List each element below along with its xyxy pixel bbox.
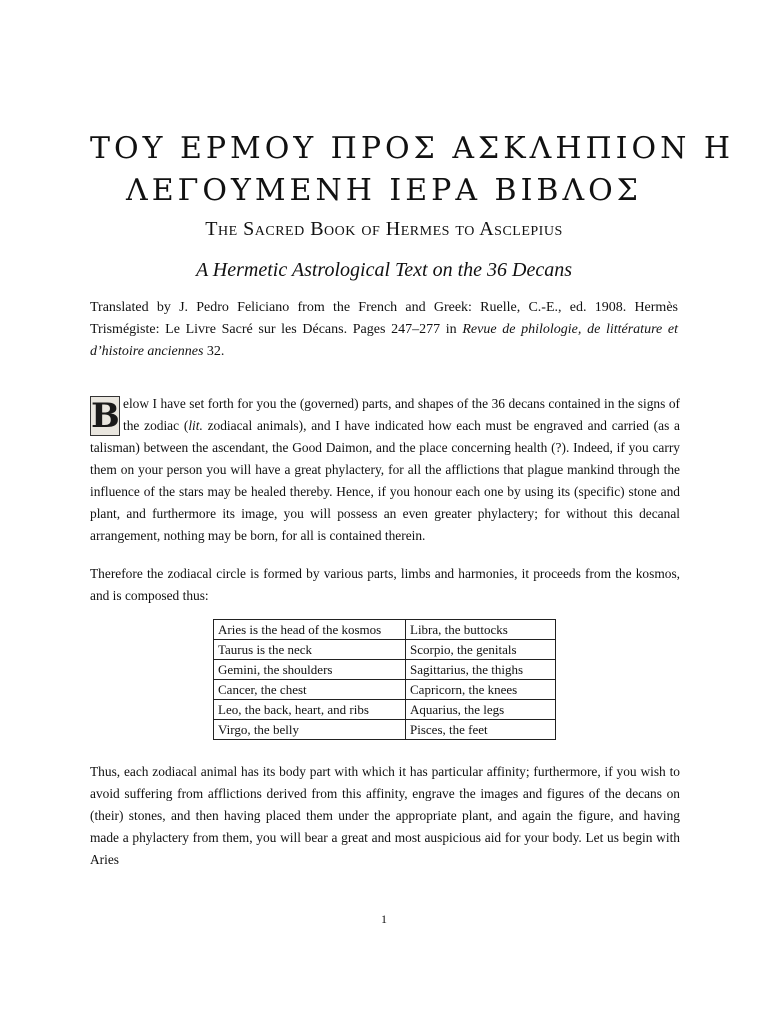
- intro-text-part-2: zodiacal animals), and I have indicated how each must be engraved and carried (as a talisman) between the ascendant, the Good Daimon, and the place concerning health (?). Indeed, if you carry them on your person you will have a great phylactery, for all the afflictions that plague mankind through the influence of the stars may be healed thereby. Hence, if you honour each one by using its (specific) stone and plant, and furthermore its image, you will possess an even greater phylactery; for without this decanal arrangement, nothing may be born, for all is contained therein.: [90, 418, 680, 543]
- table-row: [214, 680, 556, 700]
- table-cell: Libra, the buttocks: [406, 620, 556, 640]
- greek-title-line-1: ΤΟΥ ΕΡΜΟΥ ΠΡΟΣ ΑΣΚΛΗΠΙΟΝ Η: [90, 131, 735, 166]
- table-cell: Capricorn, the knees: [406, 680, 556, 700]
- table-cell: Aries is the head of the kosmos: [214, 620, 406, 640]
- table-cell: Virgo, the belly: [214, 720, 406, 740]
- zodiac-body-table: [213, 619, 556, 740]
- table-row: [214, 640, 556, 660]
- greek-title: [90, 128, 735, 212]
- subtitle: A Hermetic Astrological Text on the 36 Decans: [195, 259, 573, 281]
- table-cell: Pisces, the feet: [406, 720, 556, 740]
- translation-credit: [90, 297, 678, 363]
- closing-paragraph: Thus, each zodiacal animal has its body part with which it has particular affinity; furthermore, if you wish to avoid suffering from afflictions derived from this affinity, engrave the images and figures of the decans on (their) stones, and then having placed them under the appropriate plant, and again the figure, and having made a phylactery from them, you will bear a great and most auspicious aid for your body. Let us begin with Aries: [90, 764, 680, 867]
- table-row: [214, 700, 556, 720]
- table-cell: Leo, the back, heart, and ribs: [214, 700, 406, 720]
- english-title: The Sacred Book of Hermes to Asclepius: [205, 218, 563, 240]
- intro-text-part-1: elow I have set forth for you the (governed) parts, and shapes of the 36 decans contained in the signs of the zodiac (: [123, 396, 680, 433]
- table-cell: Aquarius, the legs: [406, 700, 556, 720]
- table-row: [214, 620, 556, 640]
- zodiac-intro-paragraph: Therefore the zodiacal circle is formed by various parts, limbs and harmonies, it proceeds from the kosmos, and is composed thus:: [90, 566, 680, 603]
- greek-title-line-2: ΛΕΓΟΥΜΕΝΗ ΙΕΡΑ ΒΙΒΛΟΣ: [126, 173, 642, 208]
- table-cell: Taurus is the neck: [214, 640, 406, 660]
- table-row: [214, 660, 556, 680]
- decorated-initial: B: [91, 396, 120, 436]
- table-cell: Gemini, the shoulders: [214, 660, 406, 680]
- table-cell: Cancer, the chest: [214, 680, 406, 700]
- credit-volume: 32.: [203, 344, 225, 359]
- page-number: 1: [381, 912, 387, 926]
- table-row: [214, 720, 556, 740]
- credit-text: Translated by J. Pedro Feliciano from the French and Greek: Ruelle, C.-E., ed. 1908. Hermès Trismégiste: Le Livre Sacré sur les Décans. Pages 247–277 in: [90, 300, 678, 337]
- lit-abbreviation: lit.: [188, 418, 203, 433]
- journal-title: Revue de philologie, de littérature et d’histoire anciennes: [90, 322, 678, 359]
- table-cell: Sagittarius, the thighs: [406, 660, 556, 680]
- intro-paragraph: [90, 393, 680, 547]
- table-cell: Scorpio, the genitals: [406, 640, 556, 660]
